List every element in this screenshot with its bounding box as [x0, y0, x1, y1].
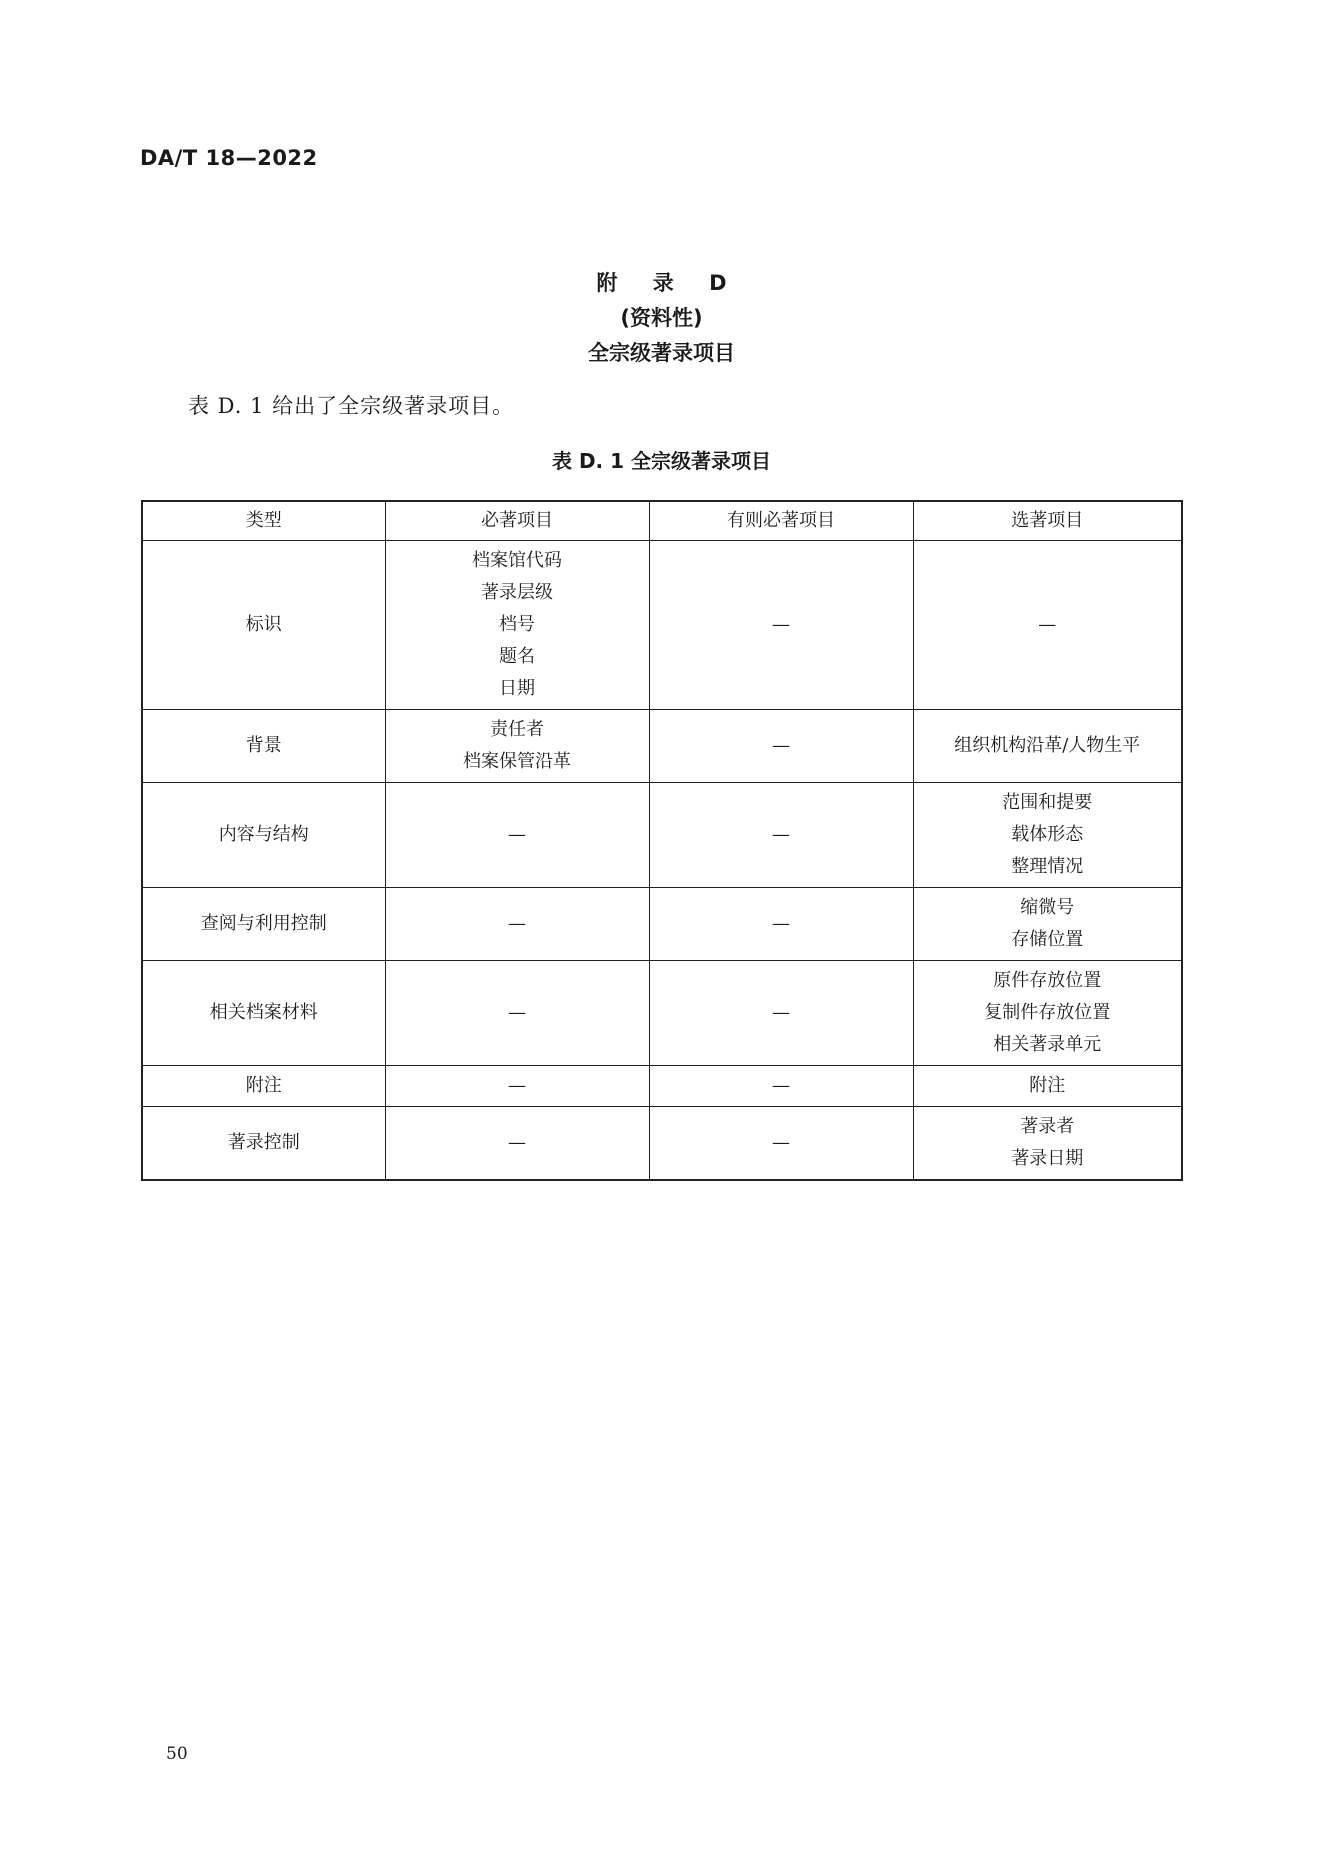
- required-item: 责任者: [490, 719, 544, 740]
- optional-cell: [913, 783, 1182, 888]
- required-cell: [385, 783, 649, 888]
- required-cell: [385, 710, 649, 783]
- type-cell: 附注: [142, 1066, 385, 1107]
- conditional-cell: [649, 710, 913, 783]
- type-cell: 背景: [142, 710, 385, 783]
- table-row: [142, 783, 1182, 888]
- required-item: 题名: [499, 646, 535, 667]
- appendix-heading-block: [0, 266, 1323, 371]
- required-cell: [385, 961, 649, 1066]
- appendix-title: 附 录 D: [596, 271, 741, 295]
- optional-cell: [913, 710, 1182, 783]
- type-cell: 内容与结构: [142, 783, 385, 888]
- conditional-item: —: [772, 1002, 790, 1023]
- type-cell: 相关档案材料: [142, 961, 385, 1066]
- conditional-cell: [649, 961, 913, 1066]
- column-header-type: 类型: [142, 501, 385, 541]
- type-cell: 查阅与利用控制: [142, 888, 385, 961]
- required-cell: [385, 1107, 649, 1181]
- optional-item: 范围和提要: [1002, 792, 1093, 813]
- table-caption: 表 D. 1 全宗级著录项目: [551, 449, 771, 473]
- required-item: —: [508, 913, 526, 934]
- required-cell: [385, 541, 649, 710]
- optional-cell: [913, 1066, 1182, 1107]
- optional-cell: [913, 888, 1182, 961]
- appendix-heading: 全宗级著录项目: [588, 341, 735, 365]
- table-header-row: [142, 501, 1182, 541]
- optional-item: 载体形态: [1011, 824, 1084, 845]
- optional-item: 著录者: [1020, 1116, 1075, 1137]
- optional-cell: [913, 1107, 1182, 1181]
- conditional-item: —: [772, 913, 790, 934]
- optional-item: —: [1038, 614, 1057, 635]
- table-row: [142, 888, 1182, 961]
- optional-item: 附注: [1029, 1075, 1066, 1096]
- optional-item: 组织机构沿革/人物生平: [954, 735, 1141, 756]
- required-item: 档案馆代码: [472, 550, 562, 571]
- conditional-cell: [649, 541, 913, 710]
- optional-item: 复制件存放位置: [984, 1002, 1111, 1023]
- optional-cell: [913, 961, 1182, 1066]
- conditional-item: —: [772, 824, 790, 845]
- table-row: [142, 1066, 1182, 1107]
- optional-item: 著录日期: [1011, 1148, 1084, 1169]
- type-cell: 标识: [142, 541, 385, 710]
- conditional-cell: [649, 783, 913, 888]
- document-code: DA/T 18—2022: [140, 146, 318, 170]
- conditional-cell: [649, 1107, 913, 1181]
- table-body: [142, 541, 1182, 1181]
- optional-item: 存储位置: [1011, 929, 1084, 950]
- optional-item: 原件存放位置: [993, 970, 1102, 991]
- appendix-subtitle: (资料性): [620, 306, 703, 330]
- required-item: —: [508, 1132, 526, 1153]
- conditional-item: —: [772, 1132, 790, 1153]
- optional-item: 相关著录单元: [993, 1034, 1102, 1055]
- optional-item: 缩微号: [1020, 897, 1075, 918]
- required-item: 档号: [499, 614, 535, 635]
- column-header-required: 必著项目: [385, 501, 649, 541]
- optional-cell: [913, 541, 1182, 710]
- required-item: —: [508, 824, 526, 845]
- required-cell: [385, 1066, 649, 1107]
- conditional-cell: [649, 888, 913, 961]
- required-cell: [385, 888, 649, 961]
- conditional-item: —: [772, 614, 790, 635]
- required-item: —: [508, 1075, 526, 1096]
- table-row: [142, 1107, 1182, 1181]
- intro-paragraph: 表 D. 1 给出了全宗级著录项目。: [188, 394, 515, 418]
- column-header-optional: 选著项目: [913, 501, 1182, 541]
- optional-item: 整理情况: [1011, 856, 1084, 877]
- table-row: [142, 961, 1182, 1066]
- conditional-cell: [649, 1066, 913, 1107]
- conditional-item: —: [772, 1075, 790, 1096]
- required-item: —: [508, 1002, 526, 1023]
- conditional-item: —: [772, 735, 790, 756]
- page-number: 50: [166, 1744, 188, 1764]
- column-header-conditional: 有则必著项目: [649, 501, 913, 541]
- table-row: [142, 541, 1182, 710]
- description-items-table: [141, 500, 1183, 1181]
- table-row: [142, 710, 1182, 783]
- required-item: 档案保管沿革: [463, 751, 571, 772]
- required-item: 著录层级: [481, 582, 553, 603]
- required-item: 日期: [499, 678, 535, 699]
- type-cell: 著录控制: [142, 1107, 385, 1181]
